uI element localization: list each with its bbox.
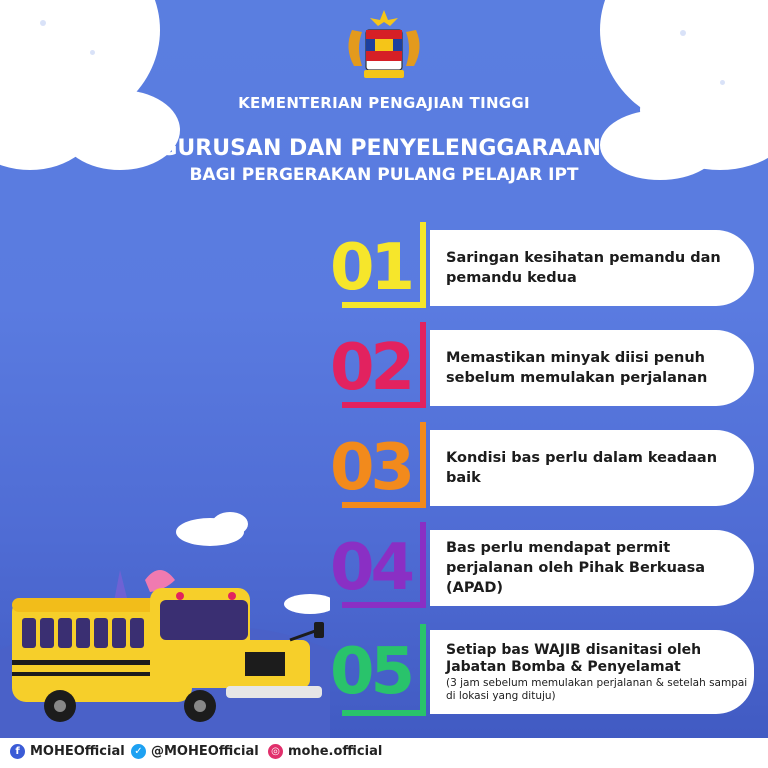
page-subtitle: BAGI PERGERAKAN PULANG PELAJAR IPT <box>189 165 579 185</box>
step-03 <box>330 422 760 514</box>
sparkle-dot <box>720 80 725 85</box>
step-04 <box>330 522 760 614</box>
step-text: Kondisi bas perlu dalam keadaan baik <box>446 450 718 486</box>
facebook-label: MOHEOfficial <box>30 744 125 759</box>
step-02 <box>330 322 760 414</box>
step-number: 02 <box>330 331 412 405</box>
ministry-name: KEMENTERIAN PENGAJIAN TINGGI <box>238 94 530 112</box>
instagram-icon: ◎ <box>268 744 283 759</box>
twitter-handle[interactable] <box>131 744 259 759</box>
step-number: 05 <box>330 635 412 709</box>
step-card <box>430 530 754 606</box>
step-01 <box>330 222 760 314</box>
twitter-label: @MOHEOfficial <box>151 744 259 759</box>
school-bus-illustration <box>0 500 330 740</box>
step-number: 01 <box>330 231 412 305</box>
step-card <box>430 630 754 714</box>
step-note: (3 jam sebelum memulakan perjalanan & setelah sampai di lokasi yang dituju) <box>446 676 748 702</box>
step-text: Bas perlu mendapat permit perjalanan oleh Pihak Berkuasa (APAD) <box>446 540 706 596</box>
step-card <box>430 430 754 506</box>
step-text: Saringan kesihatan pemandu dan pemandu kedua <box>446 250 721 286</box>
sparkle-dot <box>680 30 686 36</box>
step-05 <box>330 624 760 720</box>
twitter-icon: ✓ <box>131 744 146 759</box>
instagram-label: mohe.official <box>288 744 383 759</box>
step-text: Memastikan minyak diisi penuh sebelum memulakan perjalanan <box>446 350 708 386</box>
step-number: 03 <box>330 431 412 505</box>
facebook-handle[interactable] <box>10 744 125 759</box>
step-card <box>430 230 754 306</box>
sparkle-dot <box>40 20 46 26</box>
coat-of-arms-icon <box>334 8 434 86</box>
facebook-icon: f <box>10 744 25 759</box>
step-text: Setiap bas WAJIB disanitasi oleh Jabatan Bomba & Penyelamat <box>446 641 702 675</box>
instagram-handle[interactable] <box>268 744 382 759</box>
step-number: 04 <box>330 531 412 605</box>
page-title: PENGURUSAN DAN PENYELENGGARAAN BAS <box>109 136 659 161</box>
sparkle-dot <box>90 50 95 55</box>
step-card <box>430 330 754 406</box>
